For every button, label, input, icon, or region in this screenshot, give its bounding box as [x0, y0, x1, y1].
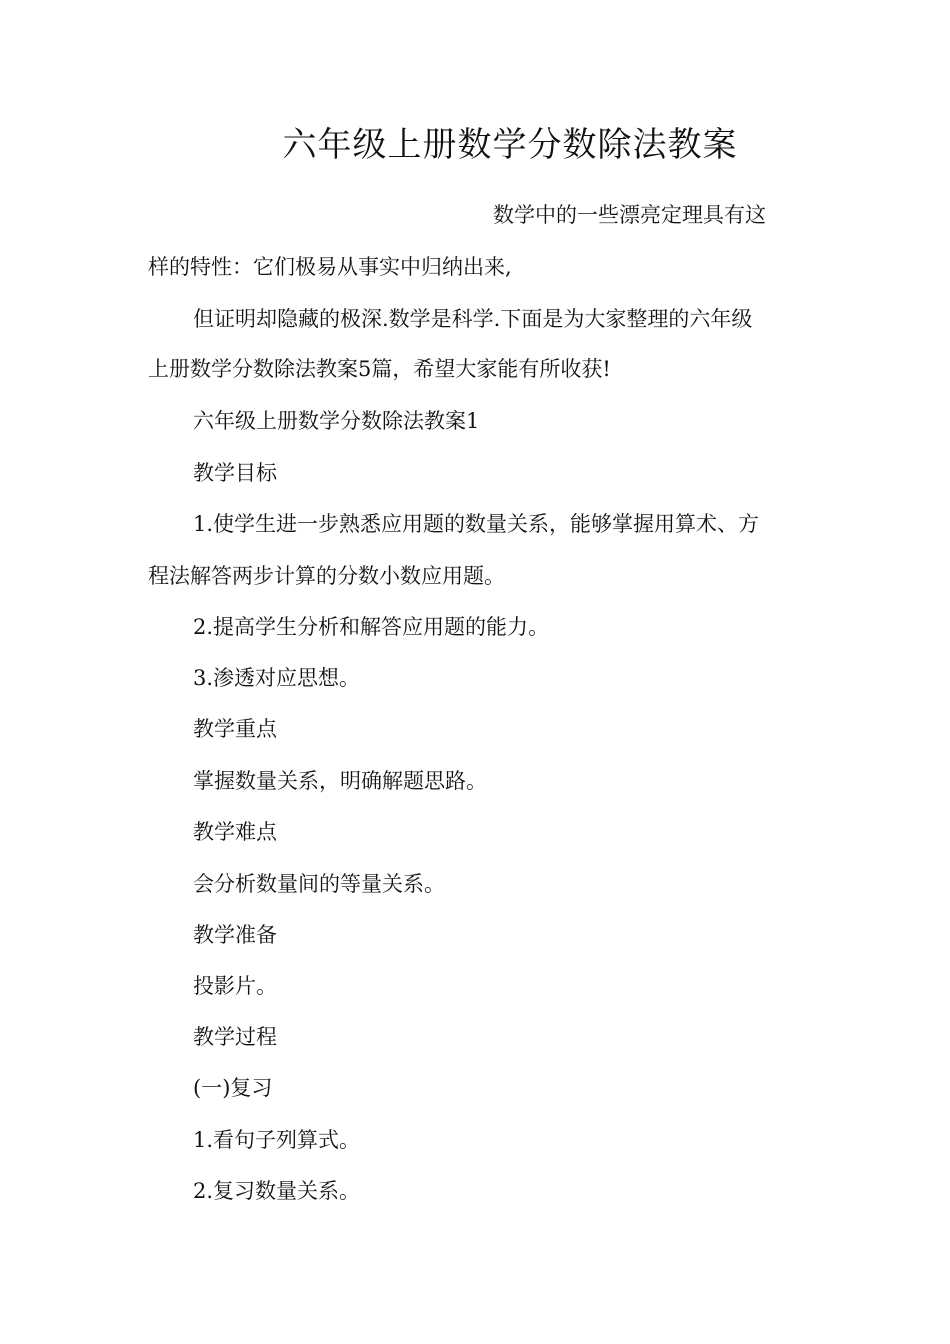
objective-2: 2.提高学生分析和解答应用题的能力。	[193, 615, 550, 639]
objective-3: 3.渗透对应思想。	[193, 666, 361, 690]
subheading-objectives: 教学目标	[193, 461, 277, 485]
paragraph-intro-line-2: 样的特性：它们极易从事实中归纳出来,	[148, 255, 512, 279]
section-heading: 六年级上册数学分数除法教案1	[193, 409, 480, 433]
difficulties-text: 会分析数量间的等量关系。	[193, 872, 445, 896]
objective-1-line-2: 程法解答两步计算的分数小数应用题。	[148, 564, 505, 588]
subheading-key-points: 教学重点	[193, 717, 277, 741]
paragraph-intro-line-3: 但证明却隐藏的极深.数学是科学.下面是为大家整理的六年级	[193, 307, 753, 331]
key-points-text: 掌握数量关系，明确解题思路。	[193, 769, 487, 793]
paragraph-intro-line-1: 数学中的一些漂亮定理具有这	[493, 203, 766, 227]
subheading-preparation: 教学准备	[193, 923, 277, 947]
paragraph-intro-line-4: 上册数学分数除法教案5篇，希望大家能有所收获!	[148, 357, 611, 381]
preparation-text: 投影片。	[193, 974, 277, 998]
process-step-review: (一)复习	[193, 1076, 273, 1100]
objective-1-line-1: 1.使学生进一步熟悉应用题的数量关系，能够掌握用算术、方	[193, 512, 760, 536]
process-item-1: 1.看句子列算式。	[193, 1128, 361, 1152]
subheading-process: 教学过程	[193, 1025, 277, 1049]
document-title: 六年级上册数学分数除法教案	[282, 125, 738, 165]
process-item-2: 2.复习数量关系。	[193, 1179, 361, 1203]
subheading-difficulties: 教学难点	[193, 820, 277, 844]
